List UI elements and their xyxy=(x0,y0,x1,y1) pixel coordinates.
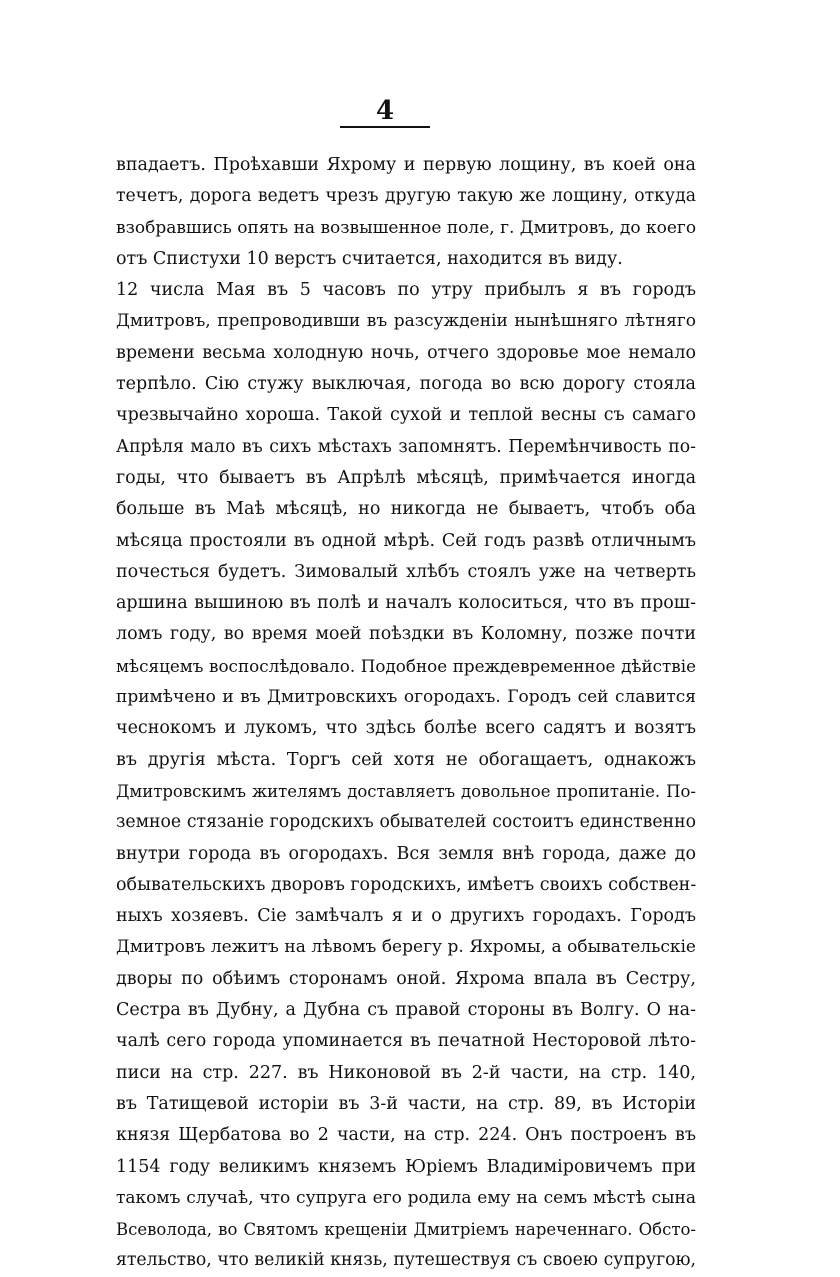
text-line: земное стязаніе городскихъ обывателей состоитъ единственно xyxy=(116,812,696,833)
text-line: Всеволода, во Святомъ крещеніи Дмитріемъ нареченнаго. Обсто- xyxy=(116,1220,696,1240)
text-line: Сестра въ Дубну, а Дубна съ правой стороны въ Волгу. О на- xyxy=(116,1000,696,1021)
text-line: обывательскихъ дворовъ городскихъ, имѣетъ своихъ собствен- xyxy=(116,874,696,895)
text-line: чалѣ сего города упоминается въ печатной Несторовой лѣто- xyxy=(116,1031,696,1052)
text-line: дворы по обѣимъ сторонамъ оной. Яхрома впала въ Сестру, xyxy=(116,968,696,989)
text-line: писи на стр. 227. въ Никоновой въ 2-й части, на стр. 140, xyxy=(116,1062,696,1083)
text-line: почесться будетъ. Зимовалый хлѣбъ стоялъ уже на четверть xyxy=(116,561,696,582)
text-line: ныхъ хозяевъ. Сіе замѣчалъ я и о другихъ городахъ. Городъ xyxy=(116,906,696,927)
text-line: ятельство, что великій князь, путешествуя съ своею супругою, xyxy=(116,1250,696,1271)
text-line: течетъ, дорога ведетъ чрезъ другую такую же лощину, откуда xyxy=(116,186,696,207)
text-line: ломъ году, во время моей поѣздки въ Коломну, позже почти xyxy=(116,624,696,645)
text-line: Дмитровъ, препроводивши въ разсужденіи нынѣшняго лѣтняго xyxy=(116,311,696,332)
text-line: мѣсяцемъ воспослѣдовало. Подобное преждевременное дѣйствіе xyxy=(116,655,696,676)
header-rule xyxy=(340,126,430,128)
text-line: терпѣло. Сію стужу выключая, погода во всю дорогу стояла xyxy=(116,374,696,395)
text-line: Апрѣля мало въ сихъ мѣстахъ запомнятъ. Перемѣнчивость по- xyxy=(116,436,696,457)
text-line: 1154 году великимъ княземъ Юріемъ Владиміровичемъ при xyxy=(116,1156,696,1177)
text-line: чеснокомъ и лукомъ, что здѣсь болѣе всего садятъ и возятъ xyxy=(116,718,696,739)
body-text xyxy=(116,150,696,1277)
text-line: впадаетъ. Проѣхавши Яхрому и первую лощину, въ коей она xyxy=(116,155,696,175)
text-line: въ Татищевой исторіи въ 3-й части, на стр. 89, въ Исторіи xyxy=(116,1093,696,1114)
text-line: внутри города въ огородахъ. Вся земля внѣ города, даже до xyxy=(116,843,696,864)
text-line: чрезвычайно хороша. Такой сухой и теплой весны съ самаго xyxy=(116,405,696,426)
text-line: годы, что бываетъ въ Апрѣлѣ мѣсяцѣ, примѣчается иногда xyxy=(116,467,696,488)
text-line: князя Щербатова во 2 части, на стр. 224. Онъ построенъ въ xyxy=(116,1125,696,1146)
text-line: взобравшись опять на возвышенное поле, г. Дмитровъ, до коего xyxy=(116,217,696,238)
text-line: мѣсяца простояли въ одной мѣрѣ. Сей годъ развѣ отличнымъ xyxy=(116,530,696,551)
text-line: Дмитровскимъ жителямъ доставляетъ довольное пропитаніе. По- xyxy=(116,781,696,801)
text-line: времени весьма холодную ночь, отчего здоровье мое немало xyxy=(116,342,696,363)
text-line: такомъ случаѣ, что супруга его родила ему на семъ мѣстѣ сына xyxy=(116,1187,696,1208)
text-line: Дмитровъ лежитъ на лѣвомъ берегу р. Яхромы, а обывательскіе xyxy=(116,937,696,958)
text-line: отъ Спистухи 10 верстъ считается, находится въ виду. xyxy=(116,248,623,269)
text-line: 12 числа Мая въ 5 часовъ по утру прибылъ я въ городъ xyxy=(116,280,696,301)
page-number: 4 xyxy=(375,96,395,126)
text-line: примѣчено и въ Дмитровскихъ огородахъ. Городъ сей славится xyxy=(116,687,696,708)
text-line: аршина вышиною въ полѣ и началъ колоситься, что въ прош- xyxy=(116,593,696,614)
text-line: больше въ Маѣ мѣсяцѣ, но никогда не бываетъ, чтобъ оба xyxy=(116,499,696,520)
text-line: въ другія мѣста. Торгъ сей хотя не обогащаетъ, однакожъ xyxy=(116,749,696,770)
